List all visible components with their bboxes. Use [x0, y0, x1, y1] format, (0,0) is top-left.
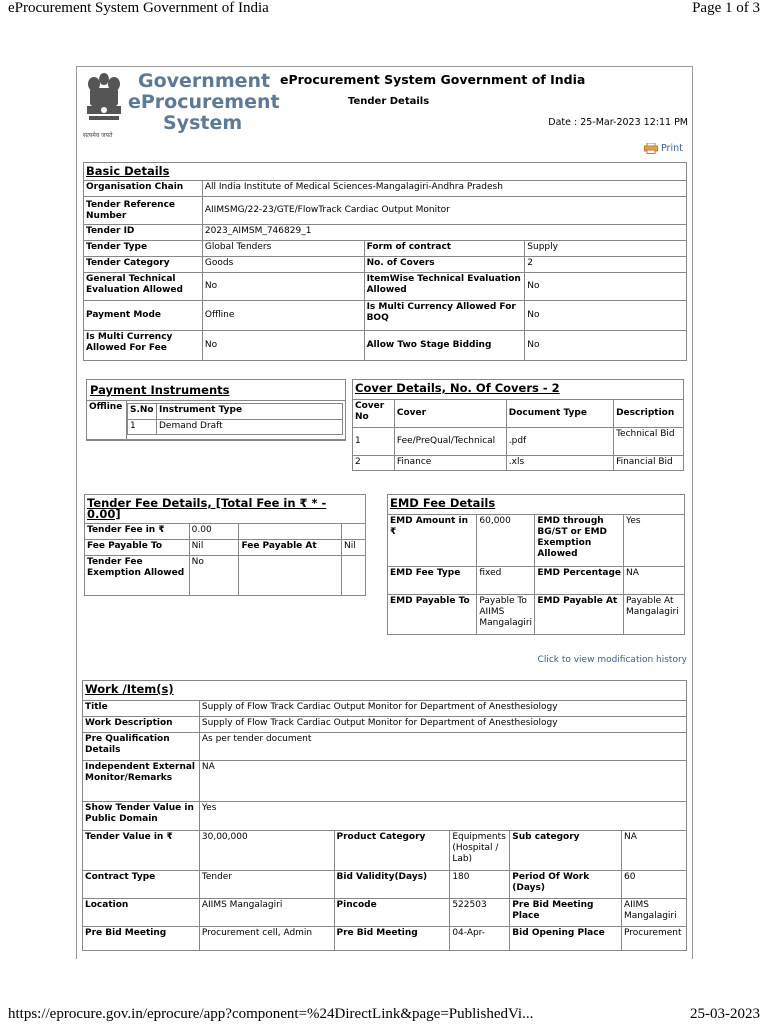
field-value-product-category: Equipments (Hospital / Lab): [450, 831, 510, 871]
cell-cover: Finance: [394, 456, 506, 471]
field-value-contract-type: Tender: [199, 871, 334, 899]
print-header-page-number: Page 1 of 3: [692, 0, 760, 16]
field-value-no-of-covers: 2: [525, 257, 687, 273]
field-label: EMD Payable At: [535, 595, 624, 635]
field-label: Is Multi Currency Allowed For BOQ: [364, 301, 525, 331]
column-header-cover: Cover: [394, 400, 506, 428]
field-label: EMD Amount in ₹: [388, 515, 477, 567]
field-value-pre-bid-meeting-date: 04-Apr-: [450, 927, 510, 951]
column-header-document-type: Document Type: [506, 400, 613, 428]
print-label[interactable]: Print: [661, 143, 683, 154]
field-value-emd-payable-to: Payable To AIIMS Mangalagiri: [477, 595, 535, 635]
field-label: Fee Payable To: [85, 540, 190, 556]
field-value-bid-opening-place: Procurement: [621, 927, 686, 951]
field-label: Pre Bid Meeting: [334, 927, 450, 951]
field-label: Tender Fee Exemption Allowed: [85, 556, 190, 596]
payment-instruments-table: [127, 403, 343, 435]
tender-fee-table: [84, 494, 366, 596]
field-label: EMD Payable To: [388, 595, 477, 635]
section-title-basic-details: Basic Details: [84, 163, 687, 181]
field-value-show-tender-value: Yes: [199, 802, 686, 831]
field-label: Product Category: [334, 831, 450, 871]
field-label: Tender Fee in ₹: [85, 524, 190, 540]
field-value-emd-fee-type: fixed: [477, 567, 535, 595]
field-value-pre-qualification: As per tender document: [199, 733, 686, 761]
cell-cover-no: 1: [353, 428, 395, 456]
field-value-multi-currency-boq: No: [525, 301, 687, 331]
cell-cover-no: 2: [353, 456, 395, 471]
field-label: Payment Mode: [84, 301, 203, 331]
field-value-title: Supply of Flow Track Cardiac Output Monitor for Department of Anesthesiology: [199, 701, 686, 717]
page-subtitle: Tender Details: [348, 96, 430, 107]
field-label: Contract Type: [83, 871, 200, 899]
field-label: Show Tender Value in Public Domain: [83, 802, 200, 831]
field-value-pincode: 522503: [450, 899, 510, 927]
field-label: Location: [83, 899, 200, 927]
field-value-itemwise-technical-evaluation: No: [525, 273, 687, 301]
field-value-multi-currency-fee: No: [202, 331, 364, 361]
emblem-caption: सत्यमेव जयते: [83, 132, 113, 139]
cell-instrument-type: Demand Draft: [156, 420, 342, 435]
field-label: No. of Covers: [364, 257, 525, 273]
field-label: Sub category: [510, 831, 622, 871]
field-label: EMD Fee Type: [388, 567, 477, 595]
field-label: Bid Opening Place: [510, 927, 622, 951]
logo-text-eprocurement: eProcurement: [128, 91, 280, 113]
field-value-sub-category: NA: [621, 831, 686, 871]
section-title-payment-instruments: Payment Instruments: [90, 383, 230, 397]
basic-details-table: [83, 162, 687, 361]
field-value-bid-validity: 180: [450, 871, 510, 899]
section-title-work-items: Work /Item(s): [83, 681, 687, 701]
field-value-fee-exemption: No: [189, 556, 239, 596]
modification-history-link[interactable]: Click to view modification history: [537, 655, 687, 665]
cell-cover: Fee/PreQual/Technical: [394, 428, 506, 456]
print-header-title: eProcurement System Government of India: [8, 0, 269, 16]
logo-text-system: System: [163, 112, 243, 134]
field-label: Pre Bid Meeting Place: [510, 899, 622, 927]
field-label: Period Of Work (Days): [510, 871, 622, 899]
field-value-tender-type: Global Tenders: [202, 241, 364, 257]
field-value-emd-bg-exemption: Yes: [624, 515, 685, 567]
field-label: Tender ID: [84, 225, 203, 241]
print-footer-date: 25-03-2023: [690, 1006, 760, 1022]
field-value-tender-fee: 0.00: [189, 524, 239, 540]
field-label: Organisation Chain: [84, 181, 203, 197]
field-value-independent-monitor: NA: [199, 761, 686, 802]
cover-details-table: [352, 379, 684, 471]
field-label: Pre Qualification Details: [83, 733, 200, 761]
field-label: Fee Payable At: [239, 540, 342, 556]
cell-description: Financial Bid: [614, 456, 684, 471]
column-header-sno: S.No: [128, 404, 157, 420]
field-value-emd-payable-at: Payable At Mangalagiri: [624, 595, 685, 635]
field-label: Tender Category: [84, 257, 203, 273]
section-title-cover-details: Cover Details, No. Of Covers - 2: [353, 380, 684, 400]
field-value-fee-payable-at: Nil: [341, 540, 365, 556]
date-time: Date : 25-Mar-2023 12:11 PM: [548, 117, 688, 128]
print-link[interactable]: [644, 143, 683, 154]
field-value-tender-id: 2023_AIMSM_746829_1: [202, 225, 686, 241]
table-row: [353, 456, 684, 471]
field-label: Form of contract: [364, 241, 525, 257]
field-label: Work Description: [83, 717, 200, 733]
field-label: Allow Two Stage Bidding: [364, 331, 525, 361]
column-header-description: Description: [614, 400, 684, 428]
field-value-fee-payable-to: Nil: [189, 540, 239, 556]
column-header-cover-no: Cover No: [353, 400, 395, 428]
field-value-form-of-contract: Supply: [525, 241, 687, 257]
field-label: EMD through BG/ST or EMD Exemption Allowed: [535, 515, 624, 567]
cell-document-type: .xls: [506, 456, 613, 471]
field-label: ItemWise Technical Evaluation Allowed: [364, 273, 525, 301]
field-value-emd-percentage: NA: [624, 567, 685, 595]
table-row: [353, 428, 684, 456]
field-label: Tender Reference Number: [84, 197, 203, 225]
field-label: Title: [83, 701, 200, 717]
site-title: eProcurement System Government of India: [280, 72, 586, 87]
field-label: Independent External Monitor/Remarks: [83, 761, 200, 802]
cell-description: Technical Bid: [614, 428, 684, 456]
field-value-two-stage-bidding: No: [525, 331, 687, 361]
field-label: Tender Value in ₹: [83, 831, 200, 871]
section-title-tender-fee: Tender Fee Details, [Total Fee in ₹ * - 0.00]: [85, 495, 366, 524]
table-row: [128, 420, 343, 435]
field-label: Pincode: [334, 899, 450, 927]
field-value-location: AIIMS Mangalagiri: [199, 899, 334, 927]
field-value-tender-category: Goods: [202, 257, 364, 273]
column-header-instrument-type: Instrument Type: [156, 404, 342, 420]
section-title-emd-fee: EMD Fee Details: [388, 495, 685, 515]
field-value-tender-reference: AIIMSMG/22-23/GTE/FlowTrack Cardiac Output Monitor: [202, 197, 686, 225]
field-value-period-of-work: 60: [621, 871, 686, 899]
printer-icon: [644, 143, 658, 154]
field-label: Tender Type: [84, 241, 203, 257]
emd-fee-table: [387, 494, 685, 635]
logo-text-government: Government: [138, 70, 271, 92]
field-label: General Technical Evaluation Allowed: [84, 273, 203, 301]
work-items-table: [82, 680, 687, 951]
field-value-pre-bid-meeting: Procurement cell, Admin: [199, 927, 334, 951]
field-label: Is Multi Currency Allowed For Fee: [84, 331, 203, 361]
field-value-emd-amount: 60,000: [477, 515, 535, 567]
field-value-work-description: Supply of Flow Track Cardiac Output Monitor for Department of Anesthesiology: [199, 717, 686, 733]
national-emblem-icon: [84, 70, 124, 132]
cell-document-type: .pdf: [506, 428, 613, 456]
field-value-general-technical-evaluation: No: [202, 273, 364, 301]
field-value-organisation-chain: All India Institute of Medical Sciences-Mangalagiri-Andhra Pradesh: [202, 181, 686, 197]
cell-sno: 1: [128, 420, 157, 435]
field-label: Bid Validity(Days): [334, 871, 450, 899]
field-value-payment-mode: Offline: [202, 301, 364, 331]
print-footer-url: https://eprocure.gov.in/eprocure/app?component=%24DirectLink&page=PublishedVi...: [8, 1006, 534, 1022]
field-value-tender-value: 30,00,000: [199, 831, 334, 871]
field-label: EMD Percentage: [535, 567, 624, 595]
field-label: Pre Bid Meeting: [83, 927, 200, 951]
field-value-pre-bid-meeting-place: AIIMS Mangalagiri: [621, 899, 686, 927]
payment-mode-value: Offline: [87, 401, 127, 440]
